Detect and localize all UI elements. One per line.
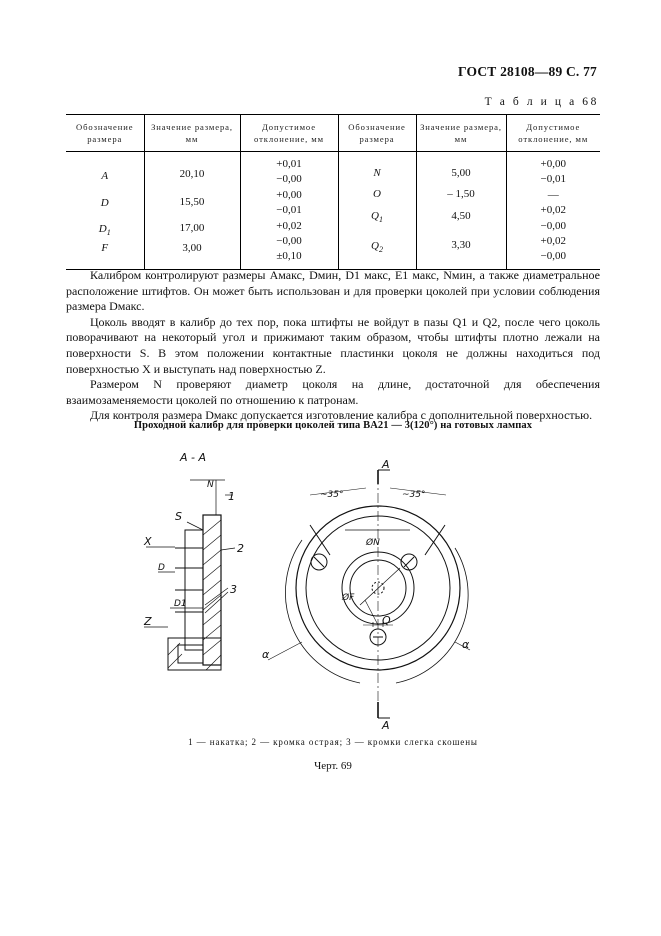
callout-3: 3 (230, 583, 237, 596)
value: – 1,50 (447, 188, 475, 200)
value: 3,00 (182, 242, 202, 254)
symbol: $D_1$ (98, 223, 111, 237)
label-D: D (158, 563, 165, 573)
cut-label-bottom: A (382, 719, 390, 730)
label-Z: Z (144, 615, 152, 628)
label-X: X (144, 535, 152, 548)
deviation: −0,00 (540, 219, 566, 232)
deviation: −0,01 (276, 204, 302, 217)
page-header: ГОСТ 28108—89 С. 77 (458, 64, 597, 79)
symbol: $Q_1$ (371, 210, 383, 224)
cut-label-top: A (382, 458, 390, 471)
plan-view (268, 470, 470, 718)
angle-right: ~35° (402, 490, 426, 500)
right-values-cell (416, 152, 506, 270)
body-text (66, 268, 600, 424)
left-symbols-cell (66, 152, 144, 270)
col-header-value: Значение размера, мм (144, 115, 240, 152)
right-deviations-cell (506, 152, 600, 270)
label-alpha-right: α (462, 638, 470, 651)
value: 5,00 (451, 167, 471, 179)
figure-legend: 1 — накатка; 2 — кромка острая; 3 — кромки слегка скошены (188, 737, 478, 747)
paragraph: Размером N проверяют диаметр цоколя на длине, достаточной для обеспечения взаимозаменяемости цоколей по отношению к патронам. (66, 377, 600, 407)
symbol: O (373, 188, 381, 200)
deviation: +0,00 (540, 158, 566, 170)
left-values-cell (144, 152, 240, 270)
right-symbols-cell (338, 152, 416, 270)
deviation: +0,00 (276, 188, 302, 201)
callout-2: 2 (237, 542, 244, 555)
deviation: +0,01 (276, 158, 302, 170)
symbol: $Q_2$ (371, 240, 383, 254)
left-deviations-cell (240, 152, 338, 270)
col-header-deviation: Допустимое отклонение, мм (240, 115, 338, 152)
col-header-symbol: Обозначение размера (66, 115, 144, 152)
gauge-drawing (130, 440, 480, 730)
deviation: ±0,10 (276, 250, 302, 263)
value: 3,30 (451, 239, 471, 251)
label-alpha-left: α (262, 648, 270, 661)
col-header-symbol: Обозначение размера (338, 115, 416, 152)
col-header-value: Значение размера, мм (416, 115, 506, 152)
diameter-N: ØN (366, 538, 380, 548)
value: 17,00 (179, 222, 205, 234)
section-label: A - A (180, 451, 207, 464)
figure-caption: Черт. 69 (314, 760, 352, 772)
paragraph: Цоколь вводят в калибр до тех пор, пока штифты не войдут в пазы Q1 и Q2, после чего цоколь поворачивают на некоторый угол и прижимают таким образом, чтобы штифты плотно лежали на поверхности S. В этом положении контактные пластинки цоколя не должны находиться под поверхностью X и выступать над поверхностью Z. (66, 314, 600, 376)
deviation: +0,02 (276, 219, 302, 232)
label-S: S (175, 510, 182, 523)
callout-1: 1 (228, 490, 235, 503)
value: 20,10 (179, 168, 205, 180)
deviation: −0,01 (540, 173, 566, 186)
deviation: +0,02 (540, 204, 566, 217)
table-caption: Т а б л и ц а 68 (484, 96, 599, 108)
label-N: N (207, 480, 214, 490)
symbol: D (100, 197, 109, 209)
deviation: −0,00 (276, 235, 302, 248)
value: 4,50 (451, 210, 471, 222)
value: 15,50 (179, 196, 205, 208)
deviation: +0,02 (540, 235, 566, 248)
section-view (144, 480, 235, 670)
figure-title: Проходной калибр для проверки цоколей типа BA21 — 3(120°) на готовых лампах (133, 420, 533, 431)
table-row (66, 152, 600, 270)
deviation: — (547, 188, 559, 201)
symbol: F (101, 242, 109, 254)
paragraph: Для контроля размера Dмакс допускается изготовление калибра с дополнительной поверхностью. (90, 408, 593, 423)
symbol: N (373, 167, 381, 179)
label-Q: Q (382, 614, 391, 627)
deviation: −0,00 (276, 173, 302, 186)
deviation: −0,00 (540, 250, 566, 263)
angle-left: ~35° (320, 490, 344, 500)
symbol: A (101, 170, 109, 182)
dimensions-table (66, 114, 600, 270)
col-header-deviation: Допустимое отклонение, мм (506, 115, 600, 152)
diameter-F: ØF (342, 593, 355, 603)
table-header-row (66, 115, 600, 152)
paragraph: Калибром контролируют размеры Aмакс, Dмин, D1 макс, E1 макс, Nмин, а также диаметральное расположение штифтов. Он может быть использован и для проверки цоколей при условии соблюдения размера Dмакс. (66, 268, 600, 314)
label-D1: D1 (174, 599, 187, 609)
